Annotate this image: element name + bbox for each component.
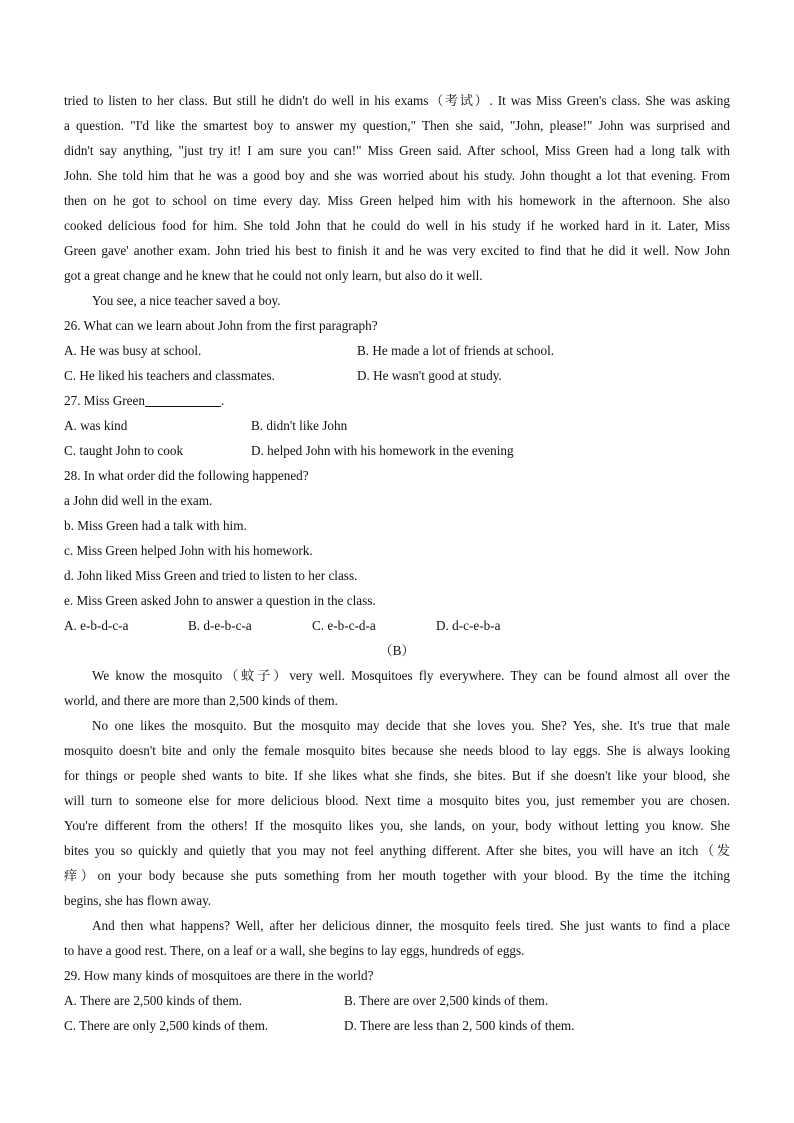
paragraph-line: Green gave' another exam. John tried his best to finish it and he was very excited to find that he did it well. Now John [64, 243, 730, 258]
passage-b [64, 638, 730, 963]
paragraph-line: then on he got to school on time every day. Miss Green helped him with his homework in the afternoon. She also [64, 193, 730, 208]
option-a[interactable]: A. He was busy at school. [64, 343, 202, 358]
paragraph-line: world, and there are more than 2,500 kinds of them. [64, 693, 338, 708]
option-c[interactable]: C. He liked his teachers and classmates. [64, 368, 275, 383]
question-stem: 26. What can we learn about John from the first paragraph? [64, 318, 378, 333]
paragraph-line: a question. "I'd like the smartest boy to answer my question," Then she said, "John, please!" John was surprised and [64, 118, 730, 133]
paragraph-line: to have a good rest. There, on a leaf or a wall, she begins to lay eggs, hundreds of eggs. [64, 943, 525, 958]
option-a[interactable]: A. was kind [64, 418, 128, 433]
paragraph-line: for things or people shed wants to bite. If she likes what she finds, she bites. But if she doesn't like your blood, she [64, 768, 730, 783]
question-stem: 29. How many kinds of mosquitoes are there in the world? [64, 968, 374, 983]
paragraph-line: No one likes the mosquito. But the mosquito may decide that she loves you. She? Yes, she. It's true that male [92, 718, 730, 733]
paragraph-line: didn't say anything, "just try it! I am sure you can!" Miss Green said. After school, Miss Green had a long talk with [64, 143, 730, 158]
paragraph-line: We know the mosquito（蚊子）very well. Mosquitoes fly everywhere. They can be found almost all over the [92, 668, 730, 683]
event-item: c. Miss Green helped John with his homework. [64, 543, 313, 558]
paragraph-line: begins, she has flown away. [64, 893, 212, 908]
question-29 [64, 963, 730, 1038]
question-28 [64, 463, 730, 638]
option-d[interactable]: D. d-c-e-b-a [436, 618, 501, 633]
paragraph-line: will turn to someone else for more delicious blood. Next time a mosquito bites you, just remember you are chosen. [64, 793, 730, 808]
question-stem-end: . [220, 393, 225, 408]
question-stem [64, 388, 730, 413]
option-c[interactable]: C. e-b-c-d-a [312, 618, 376, 633]
question-stem-text: 27. Miss Green [64, 393, 145, 408]
option-a[interactable]: A. There are 2,500 kinds of them. [64, 993, 243, 1008]
option-b[interactable]: B. He made a lot of friends at school. [357, 343, 555, 358]
option-b[interactable]: B. d-e-b-c-a [188, 618, 252, 633]
option-d[interactable]: D. There are less than 2, 500 kinds of them. [344, 1018, 575, 1033]
option-c[interactable]: C. There are only 2,500 kinds of them. [64, 1018, 269, 1033]
paragraph-line: got a great change and he knew that he could not only learn, but also do it well. [64, 268, 483, 283]
closing-line: You see, a nice teacher saved a boy. [92, 293, 281, 308]
section-heading: （B） [379, 643, 415, 658]
event-item: e. Miss Green asked John to answer a question in the class. [64, 593, 376, 608]
worksheet-page [64, 88, 730, 1038]
paragraph-line: John. She told him that he was a good boy and she was worried about his study. John thought a lot that evening. From [64, 168, 730, 183]
option-b[interactable]: B. There are over 2,500 kinds of them. [344, 993, 549, 1008]
paragraph-line: tried to listen to her class. But still he didn't do well in his exams（考试）. It was Miss Green's class. She was asking [64, 93, 730, 108]
paragraph-line: 痒）on your body because she puts something from her mouth together with your blood. By the time the itching [64, 868, 730, 883]
option-c[interactable]: C. taught John to cook [64, 443, 184, 458]
question-27 [64, 388, 730, 463]
event-item: b. Miss Green had a talk with him. [64, 518, 247, 533]
option-d[interactable]: D. He wasn't good at study. [357, 368, 502, 383]
paragraph-line: mosquito doesn't bite and only the female mosquito bites because she needs blood to lay eggs. She is always looking [64, 743, 730, 758]
option-a[interactable]: A. e-b-d-c-a [64, 618, 129, 633]
event-item: d. John liked Miss Green and tried to listen to her class. [64, 568, 358, 583]
paragraph-line: cooked delicious food for him. She told John that he could do well in his study if he worked hard in it. Later, Miss [64, 218, 730, 233]
paragraph-line: bites you so quickly and quietly that you may not feel anything different. After she bites, you will have an itch（发 [64, 843, 730, 858]
event-item: a John did well in the exam. [64, 493, 213, 508]
passage-a-continuation [64, 88, 730, 313]
option-d[interactable]: D. helped John with his homework in the evening [251, 443, 514, 458]
answer-blank [145, 392, 221, 407]
paragraph-line: And then what happens? Well, after her delicious dinner, the mosquito feels tired. She just wants to find a place [92, 918, 730, 933]
option-b[interactable]: B. didn't like John [251, 418, 348, 433]
question-stem: 28. In what order did the following happened? [64, 468, 309, 483]
paragraph-line: You're different from the others! If the mosquito likes you, she lands, on your, body without letting you know. She [64, 818, 730, 833]
question-26 [64, 313, 730, 388]
